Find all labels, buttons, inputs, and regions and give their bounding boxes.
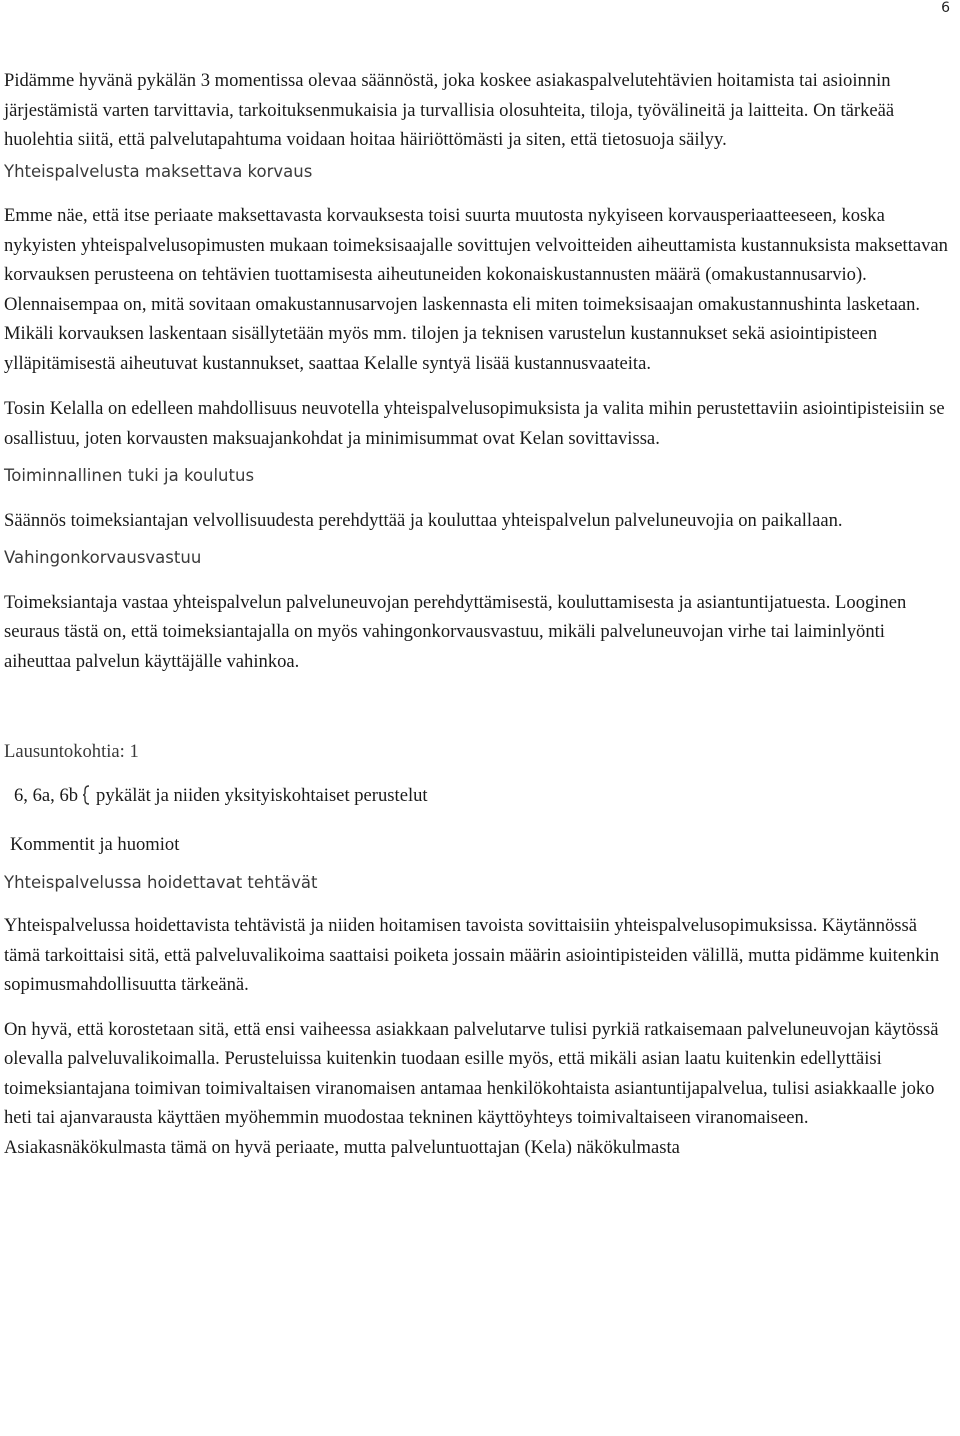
comments-title: Kommentit ja huomiot	[10, 834, 180, 855]
section-title	[4, 781, 954, 811]
page-number: 6	[941, 0, 950, 16]
paragraph-premises: Pidämme hyvänä pykälän 3 momentissa olevaa säännöstä, joka koskee asiakaspalvelutehtävien hoitamista tai asioinnin järjestämistä varten tarvittavia, tarkoituksenmukaisia ja turvallisia olosuhteita, tiloja, työvälineitä ja laitteita. On tärkeää huolehtia siitä, että palvelutapahtuma voidaan hoitaa häiriöttömästi ja siten, että tietosuoja säilyy.	[4, 70, 895, 150]
paragraph-tasks: Yhteispalvelussa hoidettavista tehtävistä ja niiden hoitamisen tavoista sovittaisiin yhteispalvelusopimuksissa. Käytännössä tämä tarkoittaisi sitä, että palveluvalikoima saattaisi poiketa jossain määrin asiointipisteiden välillä, mutta pidämme kuitenkin sopimusmahdollisuutta tärkeänä.	[4, 915, 940, 995]
heading-tasks: Yhteispalvelussa hoidettavat tehtävät	[4, 872, 318, 892]
paragraph-compensation-principle: Emme näe, että itse periaate maksettavasta korvauksesta toisi suurta muutosta nykyiseen korvausperiaatteeseen, koska nykyisten yhteispalvelusopimusten mukaan toimeksisaajalle sovittujen velvoitteiden aiheuttamista kustannuksista maksettavan korvauksen perusteena on tehtävien tuottamisesta aiheutuneiden kokonaiskustannusten määrä (omakustannusarvio). Olennaisempaa on, mitä sovitaan omakustannusarvojen laskennasta eli miten toimeksisaajan omakustannushinta lasketaan. Mikäli korvauksen laskentaan sisällytetään myös mm. tilojen ja teknisen varustelun kustannukset sekä asiointipisteen ylläpitämisestä aiheutuvat kustannukset, saattaa Kelalle syntyä lisää kustannusvaateita.	[4, 205, 948, 374]
paragraph-kela-negotiation: Tosin Kelalla on edelleen mahdollisuus neuvotella yhteispalvelusopimuksista ja valita mihin perustettaviin asiointipisteisiin se osallistuu, joten korvausten maksuajankohdat ja minimisummat ovat Kelan sovittavissa.	[4, 398, 945, 449]
document-content	[4, 66, 954, 1162]
paragraph-training-provision: Säännös toimeksiantajan velvollisuudesta perehdyttää ja kouluttaa yhteispalvelun palveluneuvojia on paikallaan.	[4, 509, 843, 531]
heading-compensation: Yhteispalvelusta maksettava korvaus	[4, 161, 313, 181]
section-description: pykälät ja niiden yksityiskohtaiset perustelut	[96, 784, 428, 806]
statement-count-label: Lausuntokohtia: 1	[4, 741, 139, 762]
heading-support-training: Toiminnallinen tuki ja koulutus	[4, 466, 255, 485]
paragraph-customer-perspective: Asiakasnäkökulmasta tämä on hyvä periaate, mutta palveluntuottajan (Kela) näkökulmasta	[4, 1136, 680, 1158]
section-numbers: 6, 6a, 6b	[14, 784, 79, 806]
section-marker-icon	[82, 784, 92, 806]
paragraph-liability: Toimeksiantaja vastaa yhteispalvelun palveluneuvojan perehdyttämisestä, kouluttamisesta ja asiantuntijatuesta. Looginen seuraus tästä on, että toimeksiantajalla on myös vahingonkorvausvastuu, mikäli palveluneuvojan virhe tai laiminlyönti aiheuttaa palvelun käyttäjälle vahinkoa.	[4, 591, 907, 672]
paragraph-service-need: On hyvä, että korostetaan sitä, että ensi vaiheessa asiakkaan palvelutarve tulisi pyrkiä ratkaisemaan palveluneuvojan käytössä olevalla palveluvalikoimalla. Perusteluissa kuitenkin tuodaan esille myös, että mikäli asian laatu kuitenkin edellyttäisi toimeksiantajana toimivan toimivaltaisen viranomaisen antamaa henkilökohtaista asiantuntijapalvelua, tulisi asiakkaalle joko heti tai ajanvarausta käyttäen myöhemmin muodostaa tekninen käyttöyhteys toimivaltaiseen viranomaiseen.	[4, 1018, 939, 1128]
heading-liability: Vahingonkorvausvastuu	[4, 548, 202, 567]
